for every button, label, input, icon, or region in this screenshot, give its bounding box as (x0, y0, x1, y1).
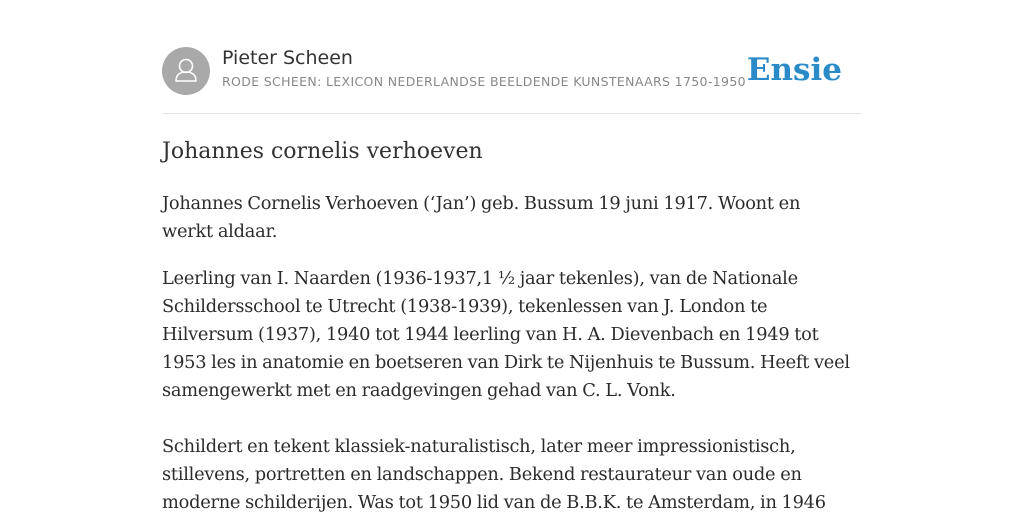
article-paragraph: Johannes Cornelis Verhoeven (‘Jan’) geb. Bussum 19 juni 1917. Woont en werkt aldaar. (162, 193, 801, 242)
brand-logo[interactable]: Ensie (746, 52, 842, 88)
article-header (162, 46, 862, 96)
header-divider (162, 113, 862, 114)
author-avatar[interactable] (162, 47, 210, 95)
article-title: Johannes cornelis verhoeven (162, 139, 483, 164)
source-title[interactable]: RODE SCHEEN: LEXICON NEDERLANDSE BEELDENDE KUNSTENAARS 1750-1950 (222, 74, 746, 89)
user-silhouette-icon (162, 47, 210, 95)
article-paragraph: Leerling van I. Naarden (1936-1937,1 ½ jaar tekenles), van de Nationale Schildersschool te Utrecht (1938-1939), tekenlessen van J. London te Hilversum (1937), 1940 tot 1944 leerling van H. A. Dievenbach en 1949 tot 1953 les in anatomie en boetseren van Dirk te Nijenhuis te Bussum. Heeft veel samengewerkt met en raadgevingen gehad van C. L. Vonk. (162, 268, 850, 401)
article-paragraph: Schildert en tekent klassiek-naturalistisch, later meer impressionistisch, stillevens, portretten en landschappen. Bekend restaurateur van oude en moderne schilderijen. Was tot 1950 lid van de B.B.K. te Amsterdam, in 1946 (162, 436, 826, 512)
author-name[interactable]: Pieter Scheen (222, 47, 353, 69)
article-body (162, 136, 852, 512)
